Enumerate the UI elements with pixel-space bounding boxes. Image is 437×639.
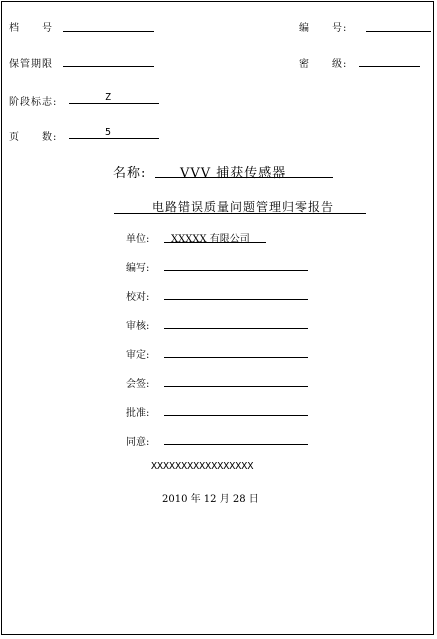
secret-underline — [359, 66, 420, 67]
number-underline — [366, 31, 431, 32]
sig-line-countersign — [164, 386, 308, 387]
sig-label-write: 编写: — [126, 263, 150, 274]
sig-label-ratify: 批准: — [126, 408, 150, 419]
name-value: VVV 捕获传感器 — [180, 166, 287, 181]
sig-line-ratify — [164, 415, 308, 416]
pages-value: 5 — [105, 127, 112, 138]
unit-value: XXXXX 有限公司 — [171, 234, 250, 245]
sig-line-write — [164, 270, 308, 271]
footer-date: 2010 年 12 月 28 日 — [162, 494, 259, 505]
retention-label: 保管期限 — [9, 59, 53, 70]
sig-line-proofread — [164, 299, 308, 300]
name-label: 名称: — [113, 166, 147, 181]
secret-label: 密 级: — [299, 59, 348, 70]
sig-line-agree — [164, 444, 308, 445]
sig-label-proofread: 校对: — [126, 292, 150, 303]
sig-label-review: 审核: — [126, 321, 150, 332]
stage-value: Z — [105, 92, 112, 103]
retention-underline — [63, 66, 154, 67]
name-underline — [155, 177, 333, 178]
stage-underline — [69, 103, 159, 104]
report-title: 电路错误质量问题管理归零报告 — [152, 200, 335, 214]
unit-underline — [164, 242, 266, 243]
archive-underline — [63, 31, 154, 32]
footer-code: XXXXXXXXXXXXXXXXX — [151, 461, 254, 472]
unit-label: 单位: — [126, 234, 150, 245]
sig-label-approve-final: 审定: — [126, 350, 150, 361]
sig-line-approve-final — [164, 357, 308, 358]
sig-label-agree: 同意: — [126, 437, 150, 448]
sig-line-review — [164, 328, 308, 329]
pages-underline — [69, 138, 159, 139]
report-title-underline — [114, 213, 366, 214]
pages-label: 页 数: — [9, 132, 58, 143]
number-label: 编 号: — [299, 23, 348, 34]
sig-label-countersign: 会签: — [126, 379, 150, 390]
stage-label: 阶段标志: — [9, 97, 58, 108]
document-page — [1, 1, 434, 635]
archive-label: 档 号 — [9, 23, 53, 34]
